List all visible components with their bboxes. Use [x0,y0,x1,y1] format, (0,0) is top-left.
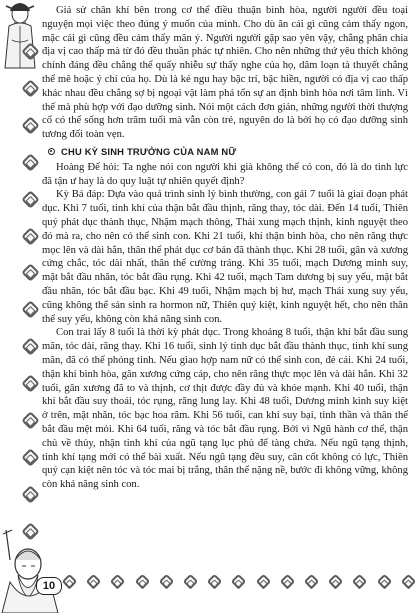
knot-ornament-icon [21,338,39,356]
paragraph-male-cycle: Con trai lấy 8 tuổi là thời kỳ phát dục. Trong khoảng 8 tuổi, thận khí bắt đầu sung mãn, tóc dài, răng thay. Khi 16 tuổi, sinh lý tinh dục bắt đầu thành thục, tinh khí sung mãn, đã có thể phóng tinh. Nếu giao hợp nam nữ có thể sinh con, đẻ cái. Khi 24 tuổi, thận khí bình hòa, gân xương cứng cáp, cho nên răng thực mọc lên và dài hẳn. Khi 32 tuổi, gân xương đã to và thịnh, cơ thịt được đầy đủ và khỏe mạnh. Khi 40 tuổi, thận khí bắt đầu suy thoái, tóc rụng, răng lung lay. Khi 48 tuổi, Dương minh kinh suy kiệt ở trên, mặt nhăn, tóc bạc hoa râm. Khi 56 tuổi, can khí suy bại, tinh thần và thân thể bắt đầu mệt mỏi. Khi 64 tuổi, răng và tóc bắt đầu rụng. Bởi vì Ngũ hành cơ thể, thận chủ về thủy, nhận tinh khí của ngũ tạng lục phủ để tàng chứa. Nếu ngũ tạng thịnh, tinh khí tạng mới có thể bài xuất. Nếu ngũ tạng đều suy, cân cốt không có lực, Thiên quý cạn kiệt nên tóc và tóc mai bị trắng, thân thể nặng nề, bước đi không vững, không còn khả năng sinh con. [42,327,408,491]
knot-ornament-icon [376,573,392,589]
knot-ornament-icon [183,573,199,589]
knot-ornament-icon [21,227,39,245]
knot-ornament-icon [21,190,39,208]
knot-ornament-icon [280,573,296,589]
page-number: 10 [36,577,62,595]
knot-ornament-icon [21,301,39,319]
knot-ornament-icon [352,573,368,589]
left-ornament-border [22,8,38,538]
section-heading-text: CHU KỲ SINH TRƯỞNG CỦA NAM NỮ [61,145,237,157]
bullet-circle-icon [48,148,55,155]
knot-ornament-icon [21,264,39,282]
knot-ornament-icon [21,411,39,429]
intro-paragraph: Giả sử chân khí bên trong cơ thể điều thuận bình hòa, người người đều toại nguyện mọi việc theo đúng ý muốn của mình. Cho dù ăn cái gì cũng cảm thấy ngon, mặc cái gì cũng đều cảm thấy mãn ý. Người người gặp sao yên vậy, chẳng phân chia địa vị cao thấp mà từ đó đều thuần phác tự nhiên. Cho nên những thứ yêu thích không chính đáng đều chẳng thể quấy nhiễu sự thấy nghe của họ, dâm loạn tà thuyết chẳng thể mê hoặc ý chí của họ. Dù là kẻ ngu hay bậc trí, bậc hiền, người có địa vị cao thấp khác nhau đều chẳng sợ bị ngoại vật làm phá tổn sự an định bình hòa nơi tâm linh. Vì thế mà phù hợp với đạo dưỡng sinh. Nói một cách đơn giản, những người thời thượng cổ có thể sống hơn trăm tuổi mà vẫn còn trẻ, nguyên do là bởi họ có đạo dưỡng sinh tương đối toàn vẹn. [42,5,408,141]
section-heading [48,145,408,159]
knot-ornament-icon [110,573,126,589]
bottom-ornament-border [64,573,414,589]
knot-ornament-icon [21,79,39,97]
knot-ornament-icon [207,573,223,589]
knot-ornament-icon [21,116,39,134]
knot-ornament-icon [21,42,39,60]
paragraph-question: Hoàng Đế hỏi: Ta nghe nói con người khi già không thể có con, đó là do tinh lực đã tận ư hay là do quy luật tự nhiên quyết định? [42,161,408,187]
knot-ornament-icon [231,573,247,589]
knot-ornament-icon [159,573,175,589]
knot-ornament-icon [21,448,39,466]
knot-ornament-icon [21,485,39,503]
knot-ornament-icon [328,573,344,589]
paragraph-female-cycle: Kỳ Bá đáp: Dựa vào quá trình sinh lý bình thường, con gái 7 tuổi là giai đoạn phát dục. Khi 7 tuổi, tinh khí của thận bắt đầu thịnh, răng thay, tóc dài. Đến 14 tuổi, Thiên quý phát dục thành thục, Nhậm mạch thông, Thái xung mạch thịnh, kinh nguyệt theo đó mà ra, cho nên có thể sinh con. Khi 21 tuổi, khí thận bình hòa, cho nên răng thực mọc lên và dài hẳn, thân thể phát dục cơ bản đã thành thục. Khi 28 tuổi, gân và xương cứng chắc, tóc dài nhất, thân thể cường tráng. Khi 35 tuổi, mạch Dương minh suy, mặt bắt đầu nhăn, tóc bắt đầu rụng. Khi 42 tuổi, mạch Tam dương bị suy yếu, mặt bắt đầu nhăn, tóc bắt đầu bạc. Khi 49 tuổi, Nhậm mạch bị hư, mạch Thái xung suy yếu, cũng không thể sản sinh ra hormon nữ, Thiên quý kiệt, kinh nguyệt hết, cho nên thân thể suy yếu, không còn khả năng sinh con. [42,189,408,325]
knot-ornament-icon [255,573,271,589]
knot-ornament-icon [21,153,39,171]
sage-figure-icon [0,520,64,613]
page-body-text [42,4,408,492]
knot-ornament-icon [401,573,416,589]
knot-ornament-icon [304,573,320,589]
knot-ornament-icon [134,573,150,589]
knot-ornament-icon [21,375,39,393]
knot-ornament-icon [86,573,102,589]
knot-ornament-icon [62,573,78,589]
